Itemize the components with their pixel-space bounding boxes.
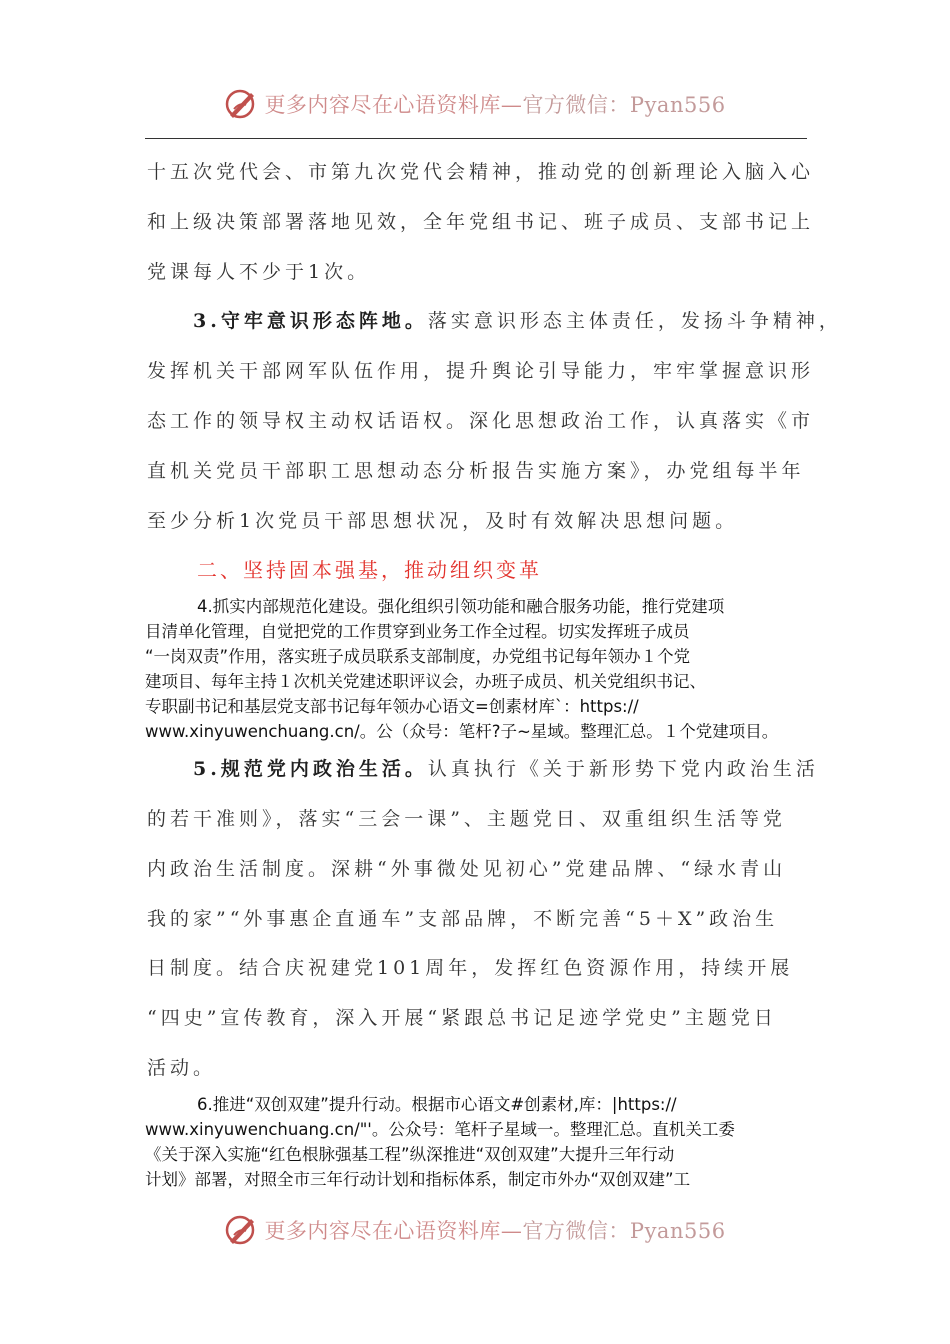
text-line: 内政治生活制度。深耕“外事微处见初心”党建品牌、“绿水青山 — [147, 858, 787, 880]
text-line: 计划》部署，对照全市三年行动计划和指标体系，制定市外办“双创双建”工 — [145, 1170, 691, 1189]
header-banner — [0, 84, 950, 124]
item-4-block — [145, 594, 825, 744]
text-line: 党课每人不少于1次。 — [147, 261, 371, 283]
text-line: 目清单化管理，自觉把党的工作贯穿到业务工作全过程。切实发挥班子成员 — [145, 622, 690, 641]
text-line: 发挥机关干部网军队伍作用，提升舆论引导能力，牢牢掌握意识形 — [147, 360, 815, 382]
text-line: 《关于深入实施“红色根脉强基工程”纵深推进“双创双建”大提升三年行动 — [145, 1145, 675, 1164]
text-line: www.xinyuwenchuang.cn/"'。公众号：笔杆子星域一。整理汇总。直机关工委 — [145, 1120, 735, 1139]
text-line: 4.抓实内部规范化建设。强化组织引领功能和融合服务功能，推行党建项 — [197, 597, 725, 616]
item-5-first-line — [193, 756, 819, 782]
text-line: 6.推进“双创双建”提升行动。根据市心语文#创素材,库：|https:// — [197, 1095, 677, 1114]
footer-banner — [0, 1210, 950, 1250]
text-line: 日制度。结合庆祝建党101周年，发挥红色资源作用，持续开展 — [147, 957, 794, 979]
item-3-lead: 落实意识形态主体责任，发扬斗争精神， — [427, 310, 842, 332]
header-rule — [145, 138, 807, 139]
text-line: 的若干准则》，落实“三会一课”、主题党日、双重组织生活等党 — [147, 808, 786, 830]
text-line: www.xinyuwenchuang.cn/。公（众号：笔杆?子~星域。整理汇总。１个党建项目。 — [145, 722, 779, 741]
text-line: 建项目、每年主持１次机关党建述职评议会，办班子成员、机关党组织书记、 — [145, 672, 706, 691]
text-line: 十五次党代会、市第九次党代会精神，推动党的创新理论入脑入心 — [147, 161, 815, 183]
header-banner-text: 更多内容尽在心语资料库— — [264, 93, 523, 117]
item-3-title: 3.守牢意识形态阵地。 — [193, 310, 428, 332]
text-line: 我的家”“外事惠企直通车”支部品牌，不断完善“5＋X”政治生 — [147, 908, 779, 930]
text-line: 活动。 — [147, 1057, 217, 1079]
item-6-block — [145, 1092, 825, 1192]
item-5-lead: 认真执行《关于新形势下党内政治生活 — [427, 758, 819, 780]
section-heading: 二、坚持固本强基，推动组织变革 — [197, 558, 542, 582]
text-line: 至少分析1次党员干部思想状况，及时有效解决思想问题。 — [147, 510, 739, 532]
footer-banner-wechat: 官方微信：Pyan556 — [522, 1219, 726, 1243]
text-line: 态工作的领导权主动权话语权。深化思想政治工作，认真落实《市 — [147, 410, 815, 432]
text-line: 专职副书记和基层党支部书记每年领办心语文=创素材库`：https:// — [145, 697, 639, 716]
item-5-title: 5.规范党内政治生活。 — [193, 758, 428, 780]
text-line: 直机关党员干部职工思想动态分析报告实施方案》，办党组每半年 — [147, 460, 805, 482]
header-banner-wechat: 官方微信：Pyan556 — [522, 93, 726, 117]
text-line: “一岗双责”作用，落实班子成员联系支部制度，办党组书记每年领办１个党 — [145, 647, 691, 666]
text-line: “四史”宣传教育，深入开展“紧跟总书记足迹学党史”主题党日 — [147, 1007, 777, 1029]
pen-logo-icon — [224, 87, 258, 121]
footer-banner-text: 更多内容尽在心语资料库— — [264, 1219, 523, 1243]
pen-logo-icon — [224, 1213, 258, 1247]
item-3-first-line — [193, 308, 842, 334]
text-line: 和上级决策部署落地见效，全年党组书记、班子成员、支部书记上 — [147, 211, 815, 233]
